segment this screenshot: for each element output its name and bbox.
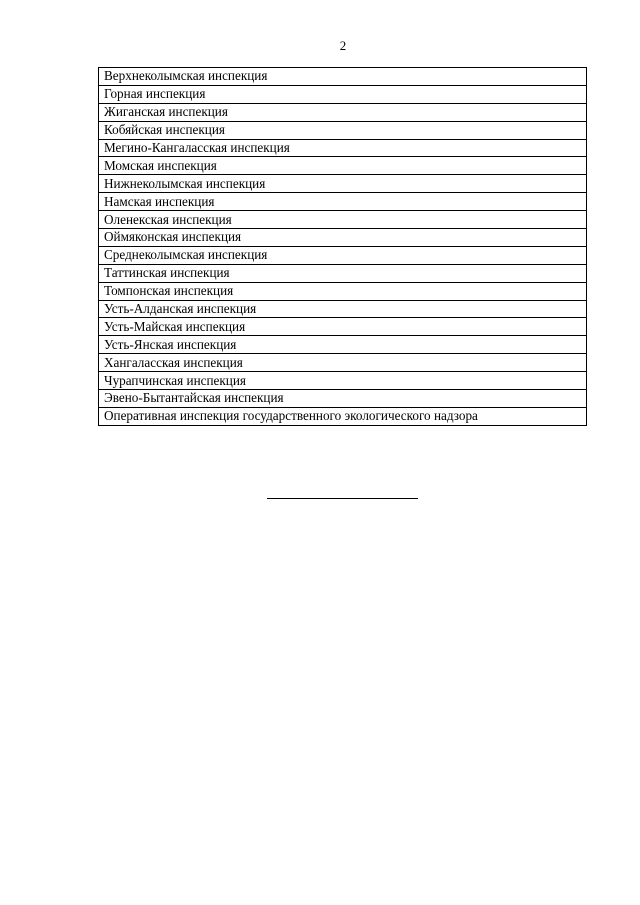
table-row	[99, 407, 587, 425]
table-cell: Нижнеколымская инспекция	[99, 175, 587, 193]
table-row	[99, 139, 587, 157]
table-cell: Оленекская инспекция	[99, 211, 587, 229]
table-cell: Эвено-Бытантайская инспекция	[99, 390, 587, 408]
table-cell: Усть-Майская инспекция	[99, 318, 587, 336]
table-row	[99, 390, 587, 408]
table-row	[99, 193, 587, 211]
table-cell: Усть-Алданская инспекция	[99, 300, 587, 318]
table-row	[99, 175, 587, 193]
table-row	[99, 354, 587, 372]
table-row	[99, 282, 587, 300]
page-number: 2	[339, 38, 347, 53]
table-cell: Томпонская инспекция	[99, 282, 587, 300]
closing-horizontal-rule	[267, 498, 418, 499]
table-row	[99, 318, 587, 336]
table-row	[99, 372, 587, 390]
table-row	[99, 264, 587, 282]
inspection-list-table	[98, 67, 587, 426]
table-row	[99, 85, 587, 103]
table-row	[99, 68, 587, 86]
table-cell: Намская инспекция	[99, 193, 587, 211]
table-cell: Среднеколымская инспекция	[99, 246, 587, 264]
table-cell: Верхнеколымская инспекция	[99, 68, 587, 86]
table-cell: Горная инспекция	[99, 85, 587, 103]
table-cell: Усть-Янская инспекция	[99, 336, 587, 354]
table-row	[99, 103, 587, 121]
table-row	[99, 246, 587, 264]
table-row	[99, 121, 587, 139]
table-row	[99, 157, 587, 175]
table-row	[99, 211, 587, 229]
table-row	[99, 229, 587, 247]
table-cell: Мегино-Кангаласская инспекция	[99, 139, 587, 157]
table-cell: Жиганская инспекция	[99, 103, 587, 121]
table-row	[99, 336, 587, 354]
table-cell: Таттинская инспекция	[99, 264, 587, 282]
table-row	[99, 300, 587, 318]
table-cell: Кобяйская инспекция	[99, 121, 587, 139]
table-cell: Чурапчинская инспекция	[99, 372, 587, 390]
table-cell: Оперативная инспекция государственного экологического надзора	[99, 407, 587, 425]
table-cell: Хангаласская инспекция	[99, 354, 587, 372]
table-cell: Оймяконская инспекция	[99, 229, 587, 247]
table-cell: Момская инспекция	[99, 157, 587, 175]
